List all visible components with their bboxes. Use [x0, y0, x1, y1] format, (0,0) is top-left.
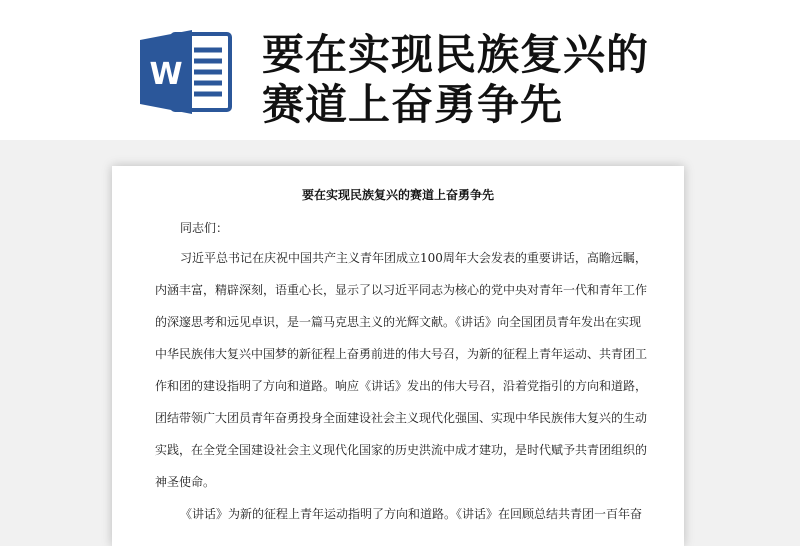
document-salutation: 同志们： [180, 221, 229, 235]
paragraph-line: 神圣使命。 [155, 475, 216, 489]
page-title-line-1: 要在实现民族复兴的 [262, 30, 650, 79]
paragraph-line: 的深邃思考和远见卓识，是一篇马克思主义的光辉文献。《讲话》向全国团员青年发出在实现 [155, 315, 642, 329]
page-title-line-2: 赛道上奋勇争先 [262, 80, 564, 129]
word-document-icon [138, 30, 234, 114]
paragraph-line: 团结带领广大团员青年奋勇投身全面建设社会主义现代化强国、实现中华民族伟大复兴的生动 [155, 411, 648, 425]
paragraph-line: 作和团的建设指明了方向和道路。响应《讲话》发出的伟大号召，沿着党指引的方向和道路， [155, 379, 648, 393]
paragraph-line: 实践，在全党全国建设社会主义现代化国家的历史洪流中成才建功，是时代赋予共青团组织的 [155, 443, 648, 457]
document-page [112, 166, 684, 546]
svg-text:W: W [149, 57, 183, 92]
document-title: 要在实现民族复兴的赛道上奋勇争先 [301, 188, 494, 202]
paragraph-line: 习近平总书记在庆祝中国共产主义青年团成立100周年大会发表的重要讲话，高瞻远瞩， [180, 251, 647, 265]
paragraph-line: 内涵丰富，精辟深刻，语重心长，显示了以习近平同志为核心的党中央对青年一代和青年工作 [155, 283, 648, 297]
page-title [262, 30, 782, 130]
paragraph-line: 中华民族伟大复兴中国梦的新征程上奋勇前进的伟大号召，为新的征程上青年运动、共青团工 [155, 347, 648, 361]
header-banner [0, 0, 800, 140]
paragraph-line: 《讲话》为新的征程上青年运动指明了方向和道路。《讲话》在回顾总结共青团一百年奋 [180, 507, 643, 521]
